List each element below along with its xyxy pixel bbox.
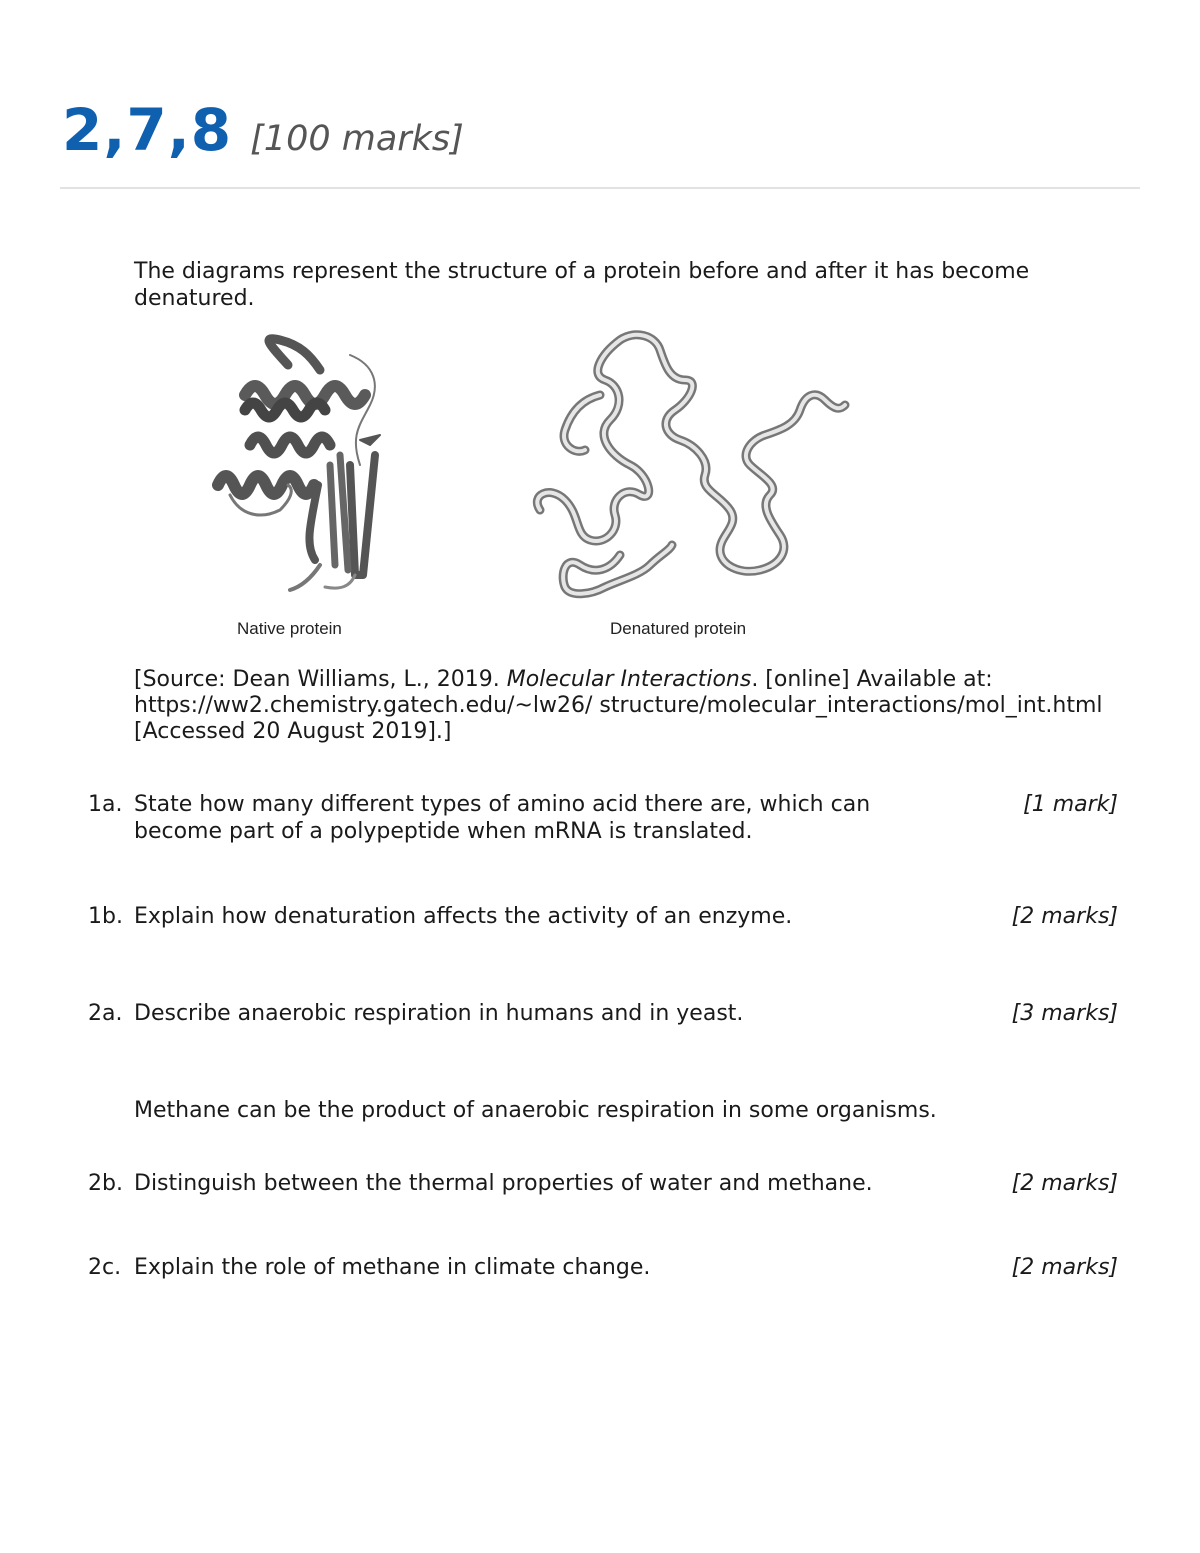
question-text: State how many different types of amino acid there are, which can become part of a polypeptide when mRNA is translated. [134, 792, 871, 844]
question-text: Describe anaerobic respiration in humans and in yeast. [134, 1001, 744, 1026]
question-text: Explain the role of methane in climate change. [134, 1255, 651, 1280]
denatured-protein-caption: Denatured protein [610, 619, 747, 638]
question-marks: [2 marks] [1011, 1171, 1118, 1196]
source-text-2: . [online] Available at: https://ww2.chemistry.gatech.edu/~lw26/ structure/molecular_interactions/mol_int.html [Accessed 20 August 2019].] [134, 667, 1103, 744]
question-text: Distinguish between the thermal properties of water and methane. [134, 1171, 873, 1196]
question-marks: [1 mark] [1023, 792, 1118, 817]
native-protein-image [218, 339, 380, 590]
question-marks: [3 marks] [1011, 1001, 1118, 1026]
question-label: 2a. [88, 1001, 123, 1026]
protein-diagram [200, 325, 880, 625]
question-marks: [2 marks] [1011, 904, 1118, 929]
methane-note: Methane can be the product of anaerobic respiration in some organisms. [134, 1098, 937, 1123]
question-marks: [2 marks] [1011, 1255, 1118, 1280]
question-label: 1a. [88, 792, 123, 817]
source-title: Molecular Interactions [506, 667, 752, 692]
total-marks: [100 marks] [250, 119, 464, 159]
question-label: 2b. [88, 1171, 123, 1196]
native-protein-caption: Native protein [237, 619, 342, 638]
question-number: 2,7,8 [62, 96, 233, 164]
source-citation [134, 667, 1134, 745]
intro-text: The diagrams represent the structure of a protein before and after it has become denatured. [134, 259, 1030, 311]
denatured-protein-image [537, 335, 845, 594]
question-label: 2c. [88, 1255, 122, 1280]
question-label: 1b. [88, 904, 123, 929]
header-divider [60, 187, 1140, 189]
question-header [62, 96, 464, 176]
question-text: Explain how denaturation affects the activity of an enzyme. [134, 904, 793, 929]
source-text-1: [Source: Dean Williams, L., 2019. [134, 667, 507, 692]
protein-figure [200, 325, 880, 645]
